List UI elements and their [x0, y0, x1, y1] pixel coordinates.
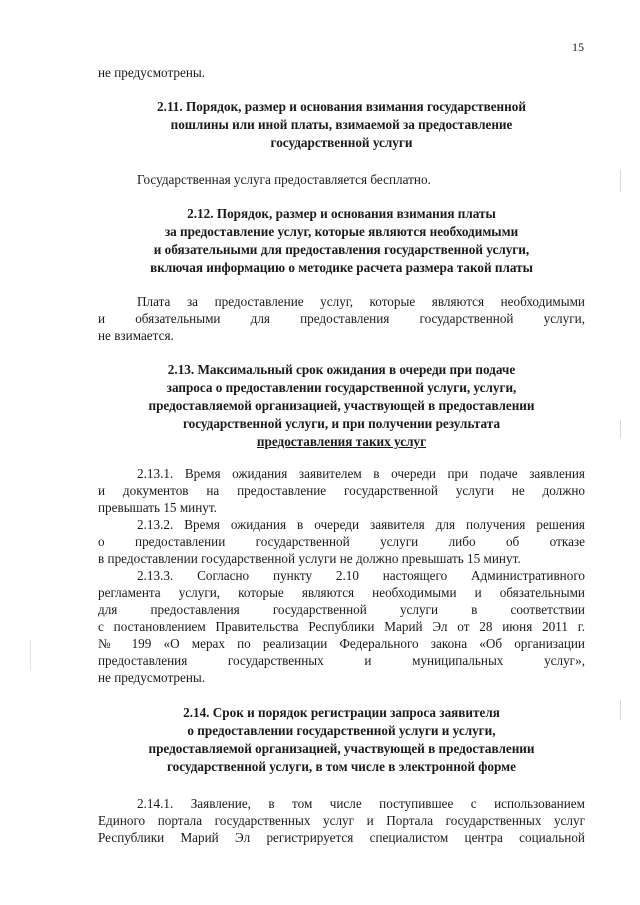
section-heading: государственной услуги, и при получении результата: [182, 416, 501, 431]
section-heading: и обязательными для предоставления государственной услуги,: [153, 242, 530, 257]
section-heading: государственной услуги: [270, 135, 413, 150]
scan-artifact: [620, 700, 621, 720]
body-line: Единого портала государственных услуг и Портала государственных услуг: [98, 813, 585, 828]
body-line: не предусмотрены.: [98, 670, 206, 685]
body-line: и обязательными для предоставления государственной услуги,: [98, 311, 585, 326]
section-heading: 2.11. Порядок, размер и основания взимания государственной: [157, 99, 526, 114]
section-heading: предоставляемой организацией, участвующей в предоставлении: [148, 741, 535, 756]
section-heading: предоставляемой организацией, участвующей в предоставлении: [148, 398, 535, 413]
section-heading: государственной услуги, в том числе в электронной форме: [167, 759, 516, 774]
body-line: с постановлением Правительства Республики Марий Эл от 28 июня 2011 г.: [98, 619, 585, 634]
body-line: не предусмотрены.: [98, 65, 206, 80]
body-line: и документов на предоставление государственной услуги не должно: [98, 483, 585, 498]
section-heading: запроса о предоставлении государственной услуги, услуги,: [166, 380, 517, 395]
section-heading: за предоставление услуг, которые являются необходимыми: [164, 224, 519, 239]
section-heading: 2.12. Порядок, размер и основания взимания платы: [187, 206, 496, 221]
body-line: 2.14.1. Заявление, в том числе поступившее с использованием: [137, 796, 585, 811]
body-line: о предоставлении государственной услуги либо об отказе: [98, 534, 585, 549]
section-heading: включая информацию о методике расчета размера такой платы: [150, 260, 533, 275]
body-line: 2.13.1. Время ожидания заявителем в очереди при подаче заявления: [137, 466, 585, 481]
body-line: 2.13.3. Согласно пункту 2.10 настоящего Административного: [137, 568, 585, 583]
body-line: № 199 «О мерах по реализации Федерального закона «Об организации: [98, 636, 585, 651]
body-line: Плата за предоставление услуг, которые являются необходимыми: [137, 294, 585, 309]
body-line: для предоставления государственной услуги в соответствии: [98, 602, 585, 617]
body-line: регламента услуги, которые являются необходимыми и обязательными: [98, 585, 585, 600]
section-heading: пошлины или иной платы, взимаемой за предоставление: [170, 117, 513, 132]
body-line: в предоставлении государственной услуги не должно превышать 15 минут.: [98, 551, 521, 566]
section-heading: предоставления таких услуг: [256, 434, 427, 449]
body-line: превышать 15 минут.: [98, 500, 217, 515]
section-heading: 2.14. Срок и порядок регистрации запроса заявителя: [183, 705, 500, 720]
section-heading: о предоставлении государственной услуги и услуги,: [187, 723, 496, 738]
page-number: 15: [572, 40, 584, 54]
body-line: Государственная услуга предоставляется бесплатно.: [137, 172, 431, 187]
body-line: Республики Марий Эл регистрируется специалистом центра социальной: [98, 830, 585, 845]
scan-artifact: [620, 420, 621, 438]
section-heading: 2.13. Максимальный срок ожидания в очереди при подаче: [167, 362, 516, 377]
scan-artifact: [620, 170, 621, 192]
body-line: не взимается.: [98, 328, 174, 343]
scan-artifact: [30, 640, 31, 670]
body-line: предоставления государственных и муниципальных услуг»,: [98, 653, 585, 668]
body-line: 2.13.2. Время ожидания в очереди заявителя для получения решения: [137, 517, 585, 532]
